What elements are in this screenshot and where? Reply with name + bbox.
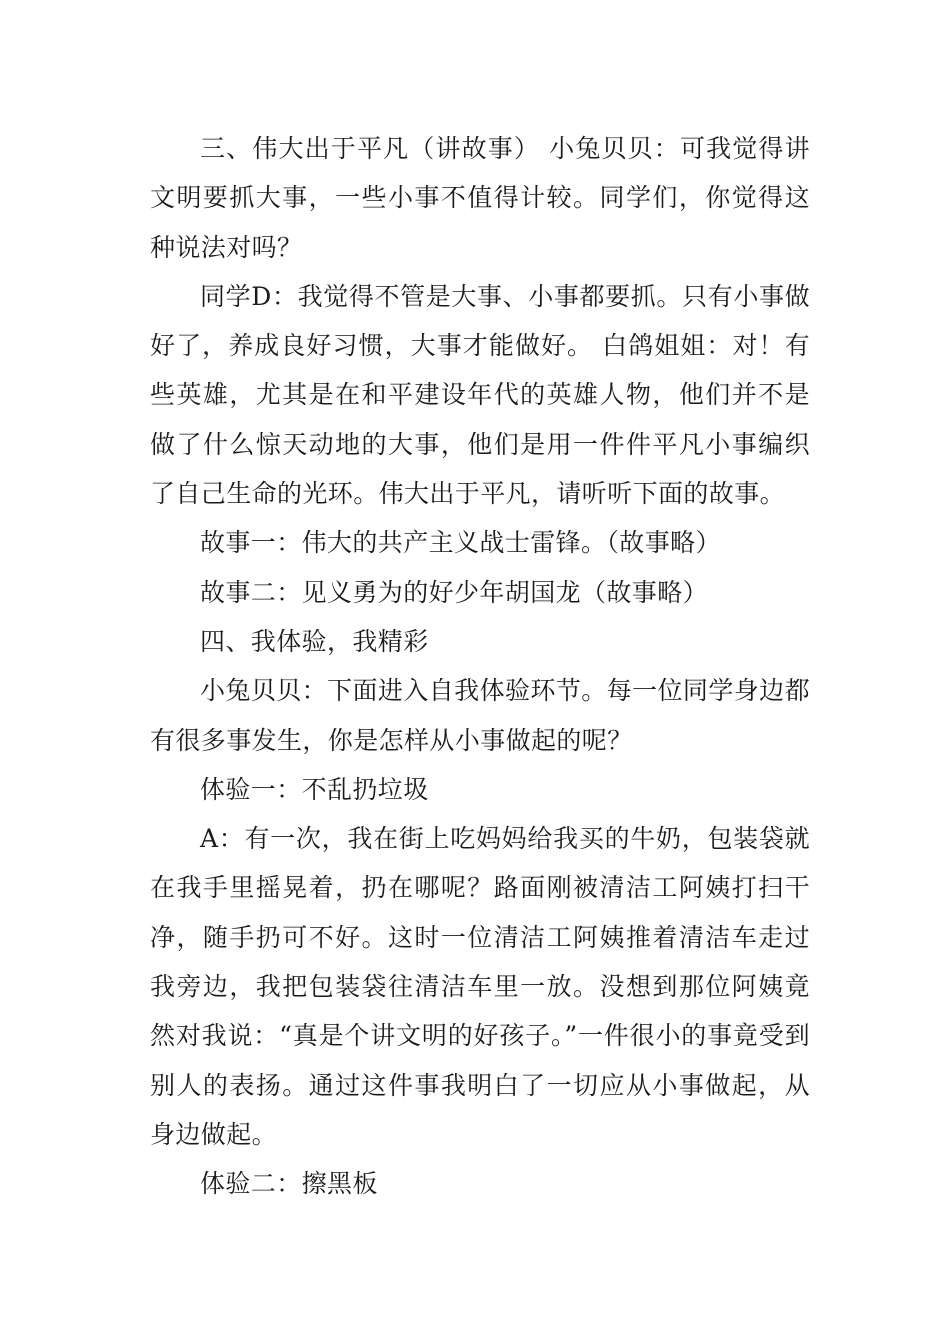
paragraph-student-d: 同学D：我觉得不管是大事、小事都要抓。只有小事做好了，养成良好习惯，大事才能做好。 白鸽姐姐：对！有些英雄，尤其是在和平建设年代的英雄人物，他们并不是做了什么惊天动地的大事，他们是用一件件平凡小事编织了自己生命的光环。伟大出于平凡，请听听下面的故事。 bbox=[150, 281, 810, 509]
paragraph-section-three: 三、伟大出于平凡（讲故事） 小兔贝贝：可我觉得讲文明要抓大事，一些小事不值得计较。同学们，你觉得这种说法对吗？ bbox=[150, 134, 810, 262]
paragraph-story-two: 故事二：见义勇为的好少年胡国龙（故事略） bbox=[200, 577, 709, 607]
paragraph-experience-intro: 小兔贝贝：下面进入自我体验环节。每一位同学身边都有很多事发生，你是怎样从小事做起的呢？ bbox=[150, 676, 810, 755]
document-body bbox=[150, 124, 810, 1209]
experience-two-heading: 体验二：擦黑板 bbox=[200, 1169, 378, 1199]
paragraph-experience-one-story: A：有一次，我在街上吃妈妈给我买的牛奶，包装袋就在我手里摇晃着，扔在哪呢？路面刚被清洁工阿姨打扫干净，随手扔可不好。这时一位清洁工阿姨推着清洁车走过我旁边，我把包装袋往清洁车里一放。没想到那位阿姨竟然对我说：“真是个讲文明的好孩子。”一件很小的事竟受到别人的表扬。通过这件事我明白了一切应从小事做起，从身边做起。 bbox=[150, 824, 810, 1149]
paragraph-story-one: 故事一：伟大的共产主义战士雷锋。（故事略） bbox=[200, 528, 721, 558]
section-heading-four: 四、我体验，我精彩 bbox=[200, 626, 429, 656]
experience-one-heading: 体验一：不乱扔垃圾 bbox=[200, 774, 429, 804]
